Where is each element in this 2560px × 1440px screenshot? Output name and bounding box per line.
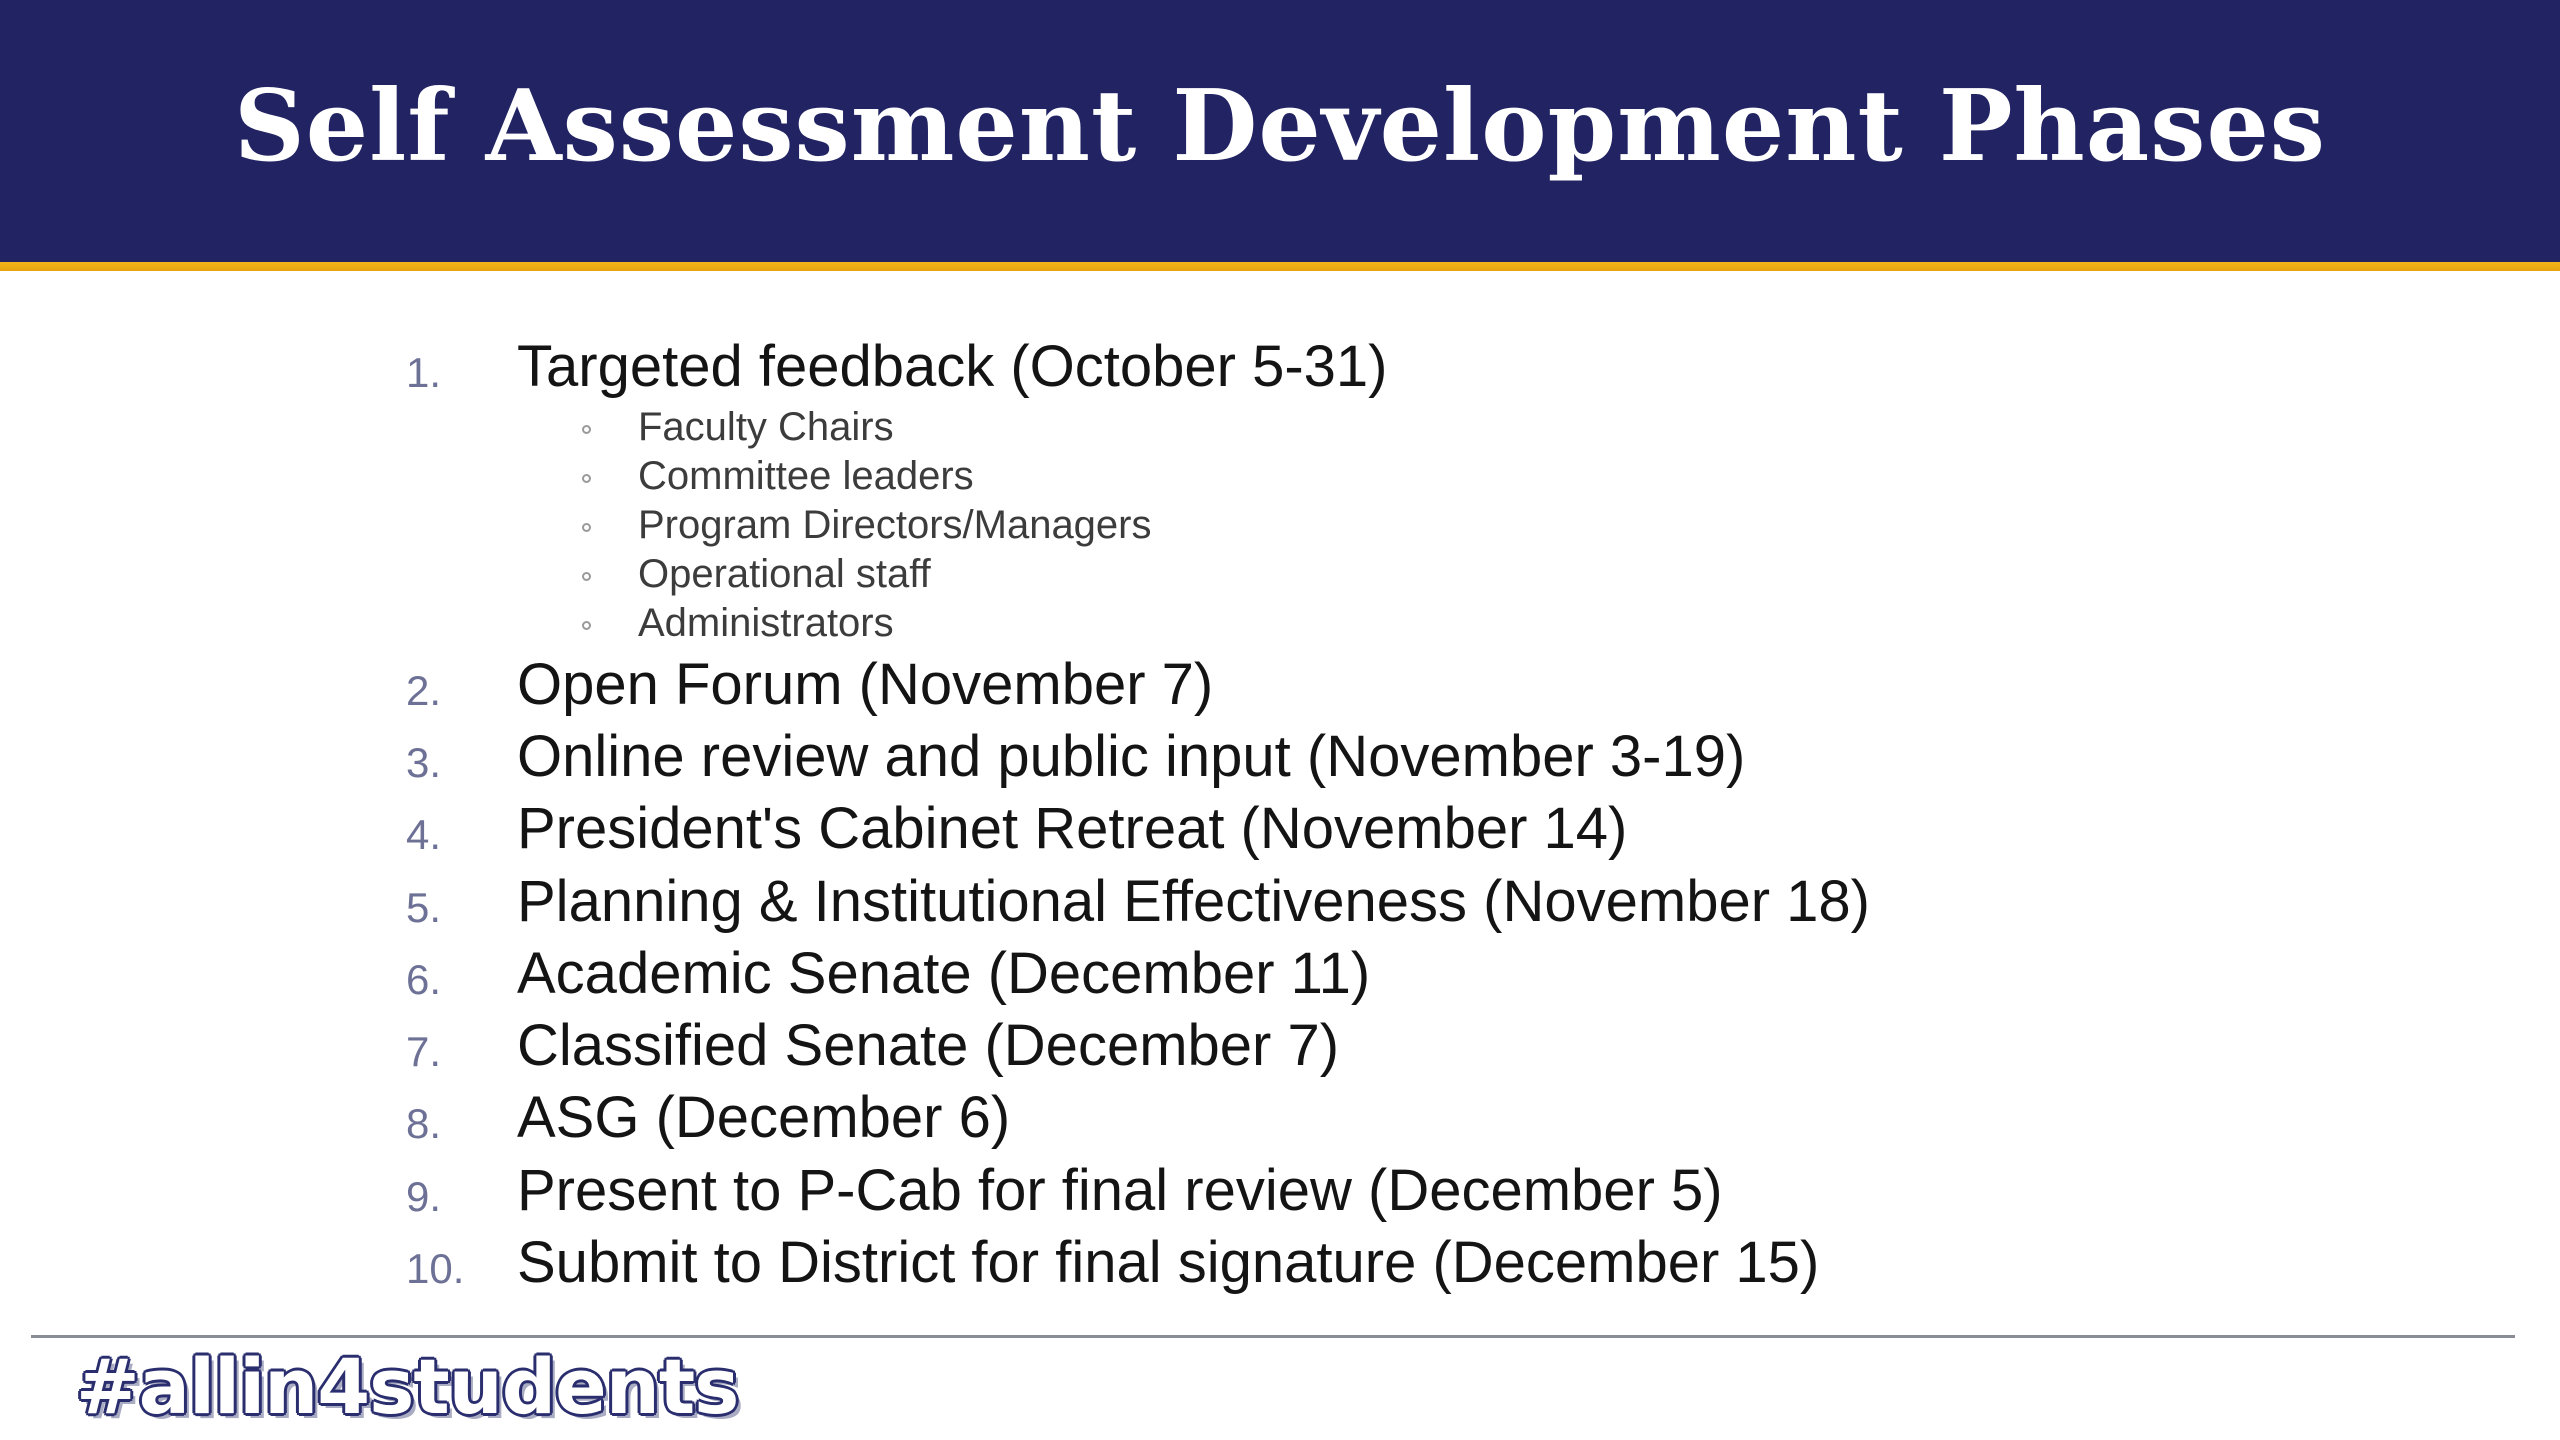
header-divider (0, 262, 2560, 271)
sub-item-text: Operational staff (638, 552, 931, 596)
item-text: Classified Senate (December 7) (517, 1013, 1340, 1078)
sub-item-text: Administrators (638, 601, 894, 645)
list-item (0, 331, 2560, 403)
circle-bullet-icon (582, 474, 591, 483)
circle-bullet-icon (582, 523, 591, 532)
sub-list-item (0, 403, 2560, 452)
circle-bullet-icon (582, 572, 591, 581)
item-text: Academic Senate (December 11) (517, 941, 1371, 1006)
sub-item-text: Committee leaders (638, 454, 974, 498)
item-text: Targeted feedback (October 5-31) (517, 334, 1388, 399)
list-item (0, 721, 2560, 793)
list-item (0, 649, 2560, 721)
list-item (0, 1010, 2560, 1082)
item-text: ASG (December 6) (517, 1085, 1011, 1150)
sub-list-item (0, 550, 2560, 599)
circle-bullet-icon (582, 621, 591, 630)
item-number: 5. (406, 884, 442, 931)
item-number: 7. (406, 1028, 442, 1075)
list-item (0, 793, 2560, 865)
list-item (0, 866, 2560, 938)
list-item (0, 1082, 2560, 1154)
list-item (0, 938, 2560, 1010)
list-item (0, 1227, 2560, 1299)
item-number: 9. (406, 1173, 442, 1220)
item-number: 3. (406, 739, 442, 786)
sub-list-item (0, 452, 2560, 501)
item-text: Present to P-Cab for final review (December 5) (517, 1158, 1723, 1223)
circle-bullet-icon (582, 425, 591, 434)
sub-item-text: Program Directors/Managers (638, 503, 1152, 547)
sub-item-text: Faculty Chairs (638, 405, 894, 449)
item-text: Submit to District for final signature (December 15) (517, 1230, 1820, 1295)
item-number: 6. (406, 956, 442, 1003)
sub-list-item (0, 501, 2560, 550)
sub-list-item (0, 599, 2560, 648)
slide-title: Self Assessment Development Phases (234, 69, 2326, 184)
item-number: 1. (406, 349, 442, 396)
item-text: Open Forum (November 7) (517, 652, 1214, 717)
item-number: 10. (406, 1245, 465, 1292)
item-number: 2. (406, 667, 442, 714)
hashtag-logo: #allin4students (76, 1342, 739, 1431)
item-text: President's Cabinet Retreat (November 14) (517, 796, 1628, 861)
list-item (0, 1155, 2560, 1227)
item-number: 4. (406, 811, 442, 858)
item-text: Planning & Institutional Effectiveness (November 18) (517, 869, 1870, 934)
item-number: 8. (406, 1100, 442, 1147)
footer-divider (31, 1335, 2515, 1338)
item-text: Online review and public input (November 3-19) (517, 724, 1746, 789)
